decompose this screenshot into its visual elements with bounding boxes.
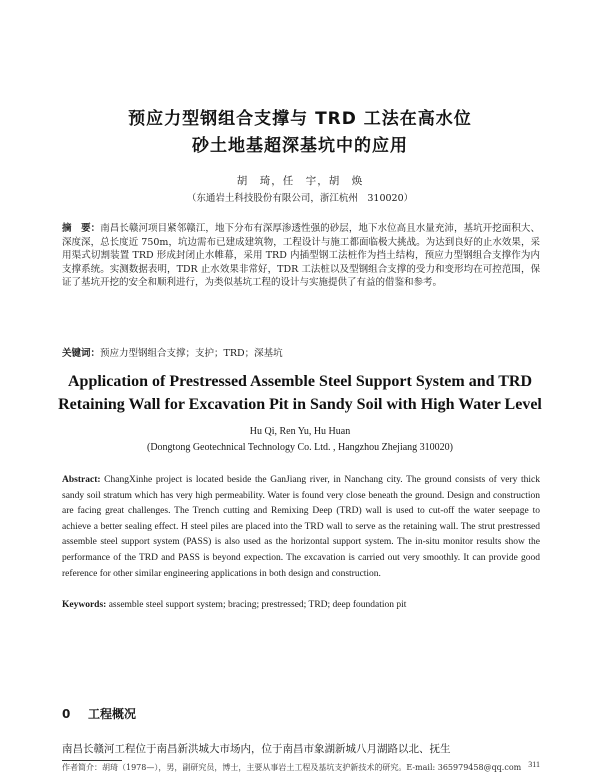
footnote-divider (62, 760, 122, 761)
english-abstract (62, 473, 540, 582)
english-abstract-label: Abstract: (62, 475, 101, 485)
english-title-line-2: Retaining Wall for Excavation Pit in Sandy Soil with High Water Level (58, 396, 542, 413)
english-title-line-1: Application of Prestressed Assemble Steel Support System and TRD (67, 373, 533, 390)
chinese-keywords-label: 关键词： (62, 348, 101, 359)
chinese-keywords-text: 预应力型钢组合支撑；支护；TRD；深基坑 (100, 348, 283, 359)
chinese-title-line-1: 预应力型钢组合支撑与 TRD 工法在高水位 (128, 109, 472, 129)
english-keywords (62, 600, 540, 610)
section-heading (62, 705, 136, 722)
english-keywords-label: Keywords: (62, 600, 107, 610)
chinese-affiliation: （东通岩土科技股份有限公司，浙江杭州 310020） (186, 193, 414, 204)
english-authors: Hu Qi, Ren Yu, Hu Huan (249, 426, 351, 437)
chinese-abstract-text: 南昌长赣河项目紧邻赣江，地下分布有深厚渗透性强的砂层，地下水位高且水量充沛，基坑开挖面积大、深度深，总长度近 750m，坑边需布已建成建筑物，工程设计与施工都面临极大挑战。为达到良好的止水效果，采用渠式切割装置 TRD 形成封闭止水帷幕，采用 TRD 内插型钢工法桩作为挡土结构，预应力型钢组合支撑作为内支撑系统。实测数据表明，TDR 止水效果非常好，TDR 工法桩以及型钢组合支撑的受力和变形均在可控范围，保证了基坑开挖的安全和顺利进行，为类似基坑工程的设计与实施提供了有益的借鉴和参考。 (62, 223, 540, 289)
chinese-abstract-label: 摘 要： (62, 223, 101, 234)
chinese-authors: 胡 琦，任 宇，胡 焕 (236, 175, 364, 187)
chinese-title-line-2: 砂土地基超深基坑中的应用 (192, 136, 408, 156)
english-keywords-text: assemble steel support system; bracing; prestressed; TRD; deep foundation pit (106, 600, 407, 610)
author-footnote: 作者简介：胡琦（1978—），男，副研究员，博士，主要从事岩土工程及基坑支护新技术的研究。E-mail: 365979458@qq.com (62, 763, 522, 772)
section-title: 工程概况 (88, 707, 137, 721)
page-number: 311 (528, 760, 540, 769)
english-affiliation: (Dongtong Geotechnical Technology Co. Ltd. , Hangzhou Zhejiang 310020) (147, 442, 453, 453)
section-number: 0 (62, 707, 71, 721)
english-abstract-text: ChangXinhe project is located beside the GanJiang river, in Nanchang city. The ground consists of very thick sandy soil stratum which has very high permeability. Water is found very close beneath the ground. Design and construction are facing great challenges. The Trench cutting and Remixing Deep (TRD) wall is used to cut-off the water seepage to achieve a better sealing effect. H steel piles are placed into the TRD wall to serve as the retaining wall. The strut prestressed assemble steel support system (PASS) is also used as the horizontal support system. The in-situ monitor results show the performance of the TRD and PASS is beyond expection. The excavation is carried out very smoothly. It can provide good reference for other similar engineering applications in both design and construction. (62, 475, 540, 579)
chinese-abstract (62, 222, 540, 290)
chinese-keywords (62, 345, 540, 359)
body-paragraph-first-line: 南昌长赣河工程位于南昌新洪城大市场内，位于南昌市象湖新城八月湖路以北、抚生 (62, 743, 451, 755)
